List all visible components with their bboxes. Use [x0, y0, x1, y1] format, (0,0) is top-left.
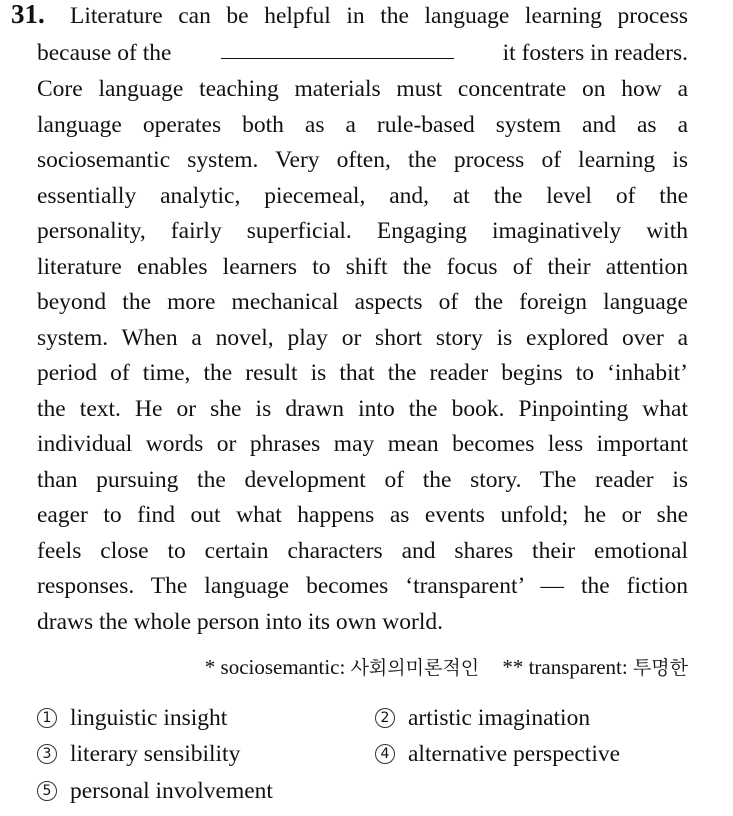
choice-number-circle: 5 — [37, 781, 57, 801]
passage-line: beyond the more mechanical aspects of the foreign language — [37, 289, 688, 315]
passage-line: Core language teaching materials must concentrate on how a — [37, 76, 688, 102]
passage-line-2-end: it fosters in readers. — [502, 40, 688, 66]
passage-line-2-start: because of the — [37, 40, 172, 66]
footnotes — [205, 652, 688, 683]
passage-line: system. When a novel, play or short story is explored over a — [37, 324, 688, 351]
passage-line: individual words or phrases may mean becomes less important — [37, 431, 688, 457]
choice-number-circle: 4 — [375, 744, 395, 764]
choice-text: personal involvement — [70, 778, 273, 804]
choice-2[interactable] — [375, 703, 590, 733]
footnote-2 — [502, 655, 688, 679]
passage-line: language operates both as a rule-based system and as a — [37, 111, 688, 138]
passage-line: personality, fairly superficial. Engaging imaginatively with — [37, 218, 688, 244]
passage-line-1: Literature can be helpful in the language learning process — [70, 3, 688, 29]
choice-text: literary sensibility — [70, 741, 241, 767]
choice-5[interactable] — [37, 776, 273, 806]
passage-line-last: draws the whole person into its own world. — [37, 608, 443, 635]
passage-line-2 — [37, 38, 688, 68]
passage-line: the text. He or she is drawn into the book. Pinpointing what — [37, 395, 688, 422]
footnote-meaning: 사회의미론적인 — [350, 657, 480, 679]
passage-line: essentially analytic, piecemeal, and, at the level of the — [37, 182, 688, 209]
choice-3[interactable] — [37, 739, 240, 769]
footnote-1 — [205, 655, 485, 679]
footnote-mark: * — [204, 655, 216, 679]
passage-line: feels close to certain characters and shares their emotional — [37, 537, 688, 564]
footnote-term: transparent: — [528, 655, 628, 679]
choice-number-circle: 3 — [37, 744, 57, 764]
choice-number-circle: 1 — [37, 708, 57, 728]
passage-line: responses. The language becomes ‘transparent’ — the fiction — [37, 573, 688, 599]
choice-number-circle: 2 — [375, 708, 395, 728]
choice-1[interactable] — [37, 703, 227, 733]
passage-line: eager to find out what happens as events unfold; he or she — [37, 502, 688, 528]
choice-text: alternative perspective — [408, 741, 621, 767]
passage-line: period of time, the result is that the reader begins to ‘inhabit’ — [37, 360, 688, 386]
choice-text: linguistic insight — [70, 705, 228, 731]
choice-text: artistic imagination — [408, 705, 591, 731]
footnote-term: sociosemantic: — [220, 655, 346, 679]
choice-4[interactable] — [375, 739, 620, 769]
passage-line: sociosemantic system. Very often, the process of learning is — [37, 147, 688, 173]
footnote-meaning: 투명한 — [632, 657, 688, 679]
question-number: 31. — [11, 0, 45, 29]
footnote-mark: ** — [502, 655, 524, 679]
passage-line: literature enables learners to shift the focus of their attention — [37, 253, 688, 280]
answer-blank — [221, 38, 454, 59]
passage-line: than pursuing the development of the story. The reader is — [37, 466, 688, 493]
